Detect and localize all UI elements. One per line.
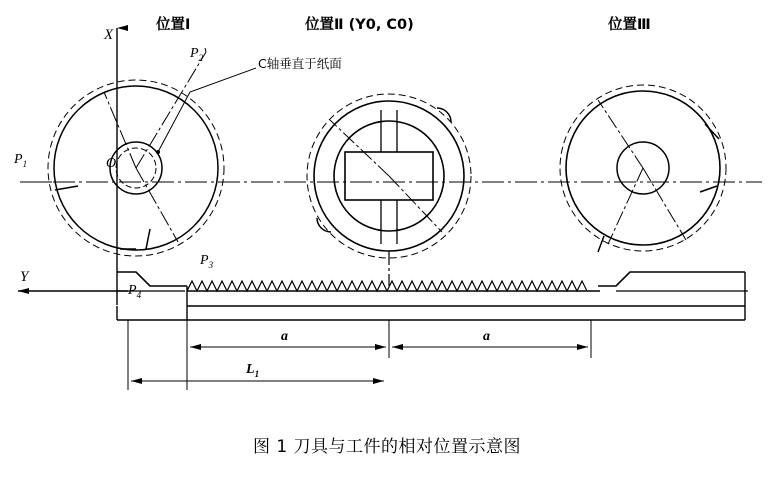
label-p1: $P_1$ bbox=[14, 152, 28, 169]
workpiece-position-2 bbox=[307, 94, 471, 286]
axis-label-x: X bbox=[104, 27, 114, 43]
note-c-axis: C轴垂直于纸面 bbox=[258, 56, 342, 71]
label-position-2: 位置Ⅱ (Y0, C0) bbox=[305, 17, 414, 33]
label-p4: $P_4$ bbox=[128, 283, 142, 300]
rack-workpiece bbox=[117, 272, 745, 320]
label-center-o: O bbox=[106, 156, 117, 171]
dimension-a-left: a bbox=[281, 329, 288, 344]
rack-teeth bbox=[187, 281, 587, 291]
leader-c-axis bbox=[158, 68, 256, 152]
cutter-position-3 bbox=[560, 85, 748, 291]
label-p2: $P_2$ bbox=[190, 46, 204, 63]
label-p3: $P_3$ bbox=[200, 253, 214, 270]
label-position-1: 位置Ⅰ bbox=[156, 17, 191, 33]
dimension-lines bbox=[128, 320, 591, 390]
figure-caption: 图 1 刀具与工件的相对位置示意图 bbox=[252, 437, 522, 457]
dimension-l1: $L_1$ bbox=[246, 362, 260, 379]
label-position-3: 位置Ⅲ bbox=[608, 17, 651, 33]
dimension-a-right: a bbox=[483, 329, 490, 344]
cutter-position-1 bbox=[48, 52, 224, 291]
axis-label-y: Y bbox=[20, 269, 29, 285]
leader-p2 bbox=[205, 48, 206, 52]
